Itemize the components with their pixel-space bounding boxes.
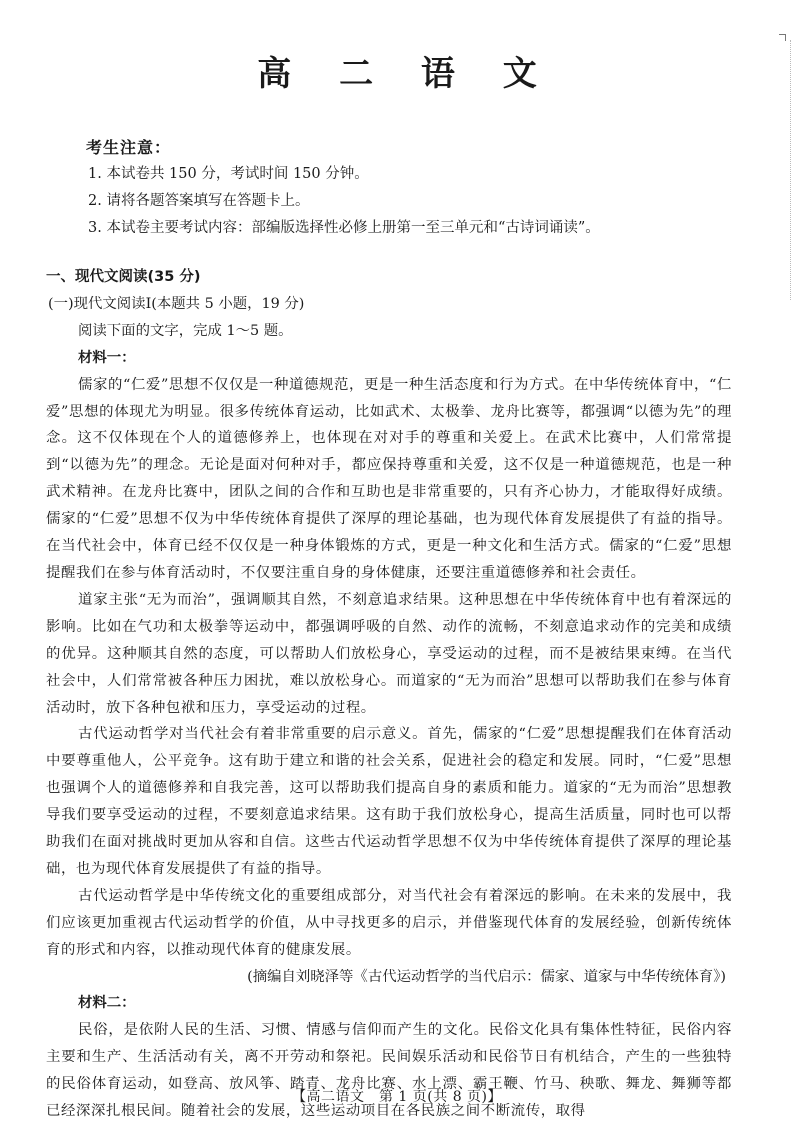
- material-1-paragraph-1: 儒家的“仁爱”思想不仅仅是一种道德规范，更是一种生活态度和行为方式。在中华传统体育中，“仁爱”思想的体现尤为明显。很多传统体育运动，比如武术、太极拳、龙舟比赛等，都强调“以德为先”的理念。这不仅体现在个人的道德修养上，也体现在对对手的尊重和关爱上。在武术比赛中，人们常常提到“以德为先”的理念。无论是面对何种对手，都应保持尊重和关爱，这不仅是一种道德规范，也是一种武术精神。在龙舟比赛中，团队之间的合作和互助也是非常重要的，只有齐心协力，才能取得好成绩。儒家的“仁爱”思想不仅为中华传统体育提供了深厚的理论基础，也为现代体育发展提供了有益的指导。在当代社会中，体育已经不仅仅是一种身体锻炼的方式，更是一种文化和生活方式。儒家的“仁爱”思想提醒我们在参与体育活动时，不仅要注重自身的身体健康，还要注重道德修养和社会责任。: [46, 376, 732, 581]
- material-1-paragraph-2: 道家主张“无为而治”，强调顺其自然，不刻意追求结果。这种思想在中华传统体育中也有着深远的影响。比如在气功和太极拳等运动中，都强调呼吸的自然、动作的流畅，不刻意追求动作的完美和成绩的优异。这种顺其自然的态度，可以帮助人们放松身心，享受运动的过程，而不是被结果束缚。在当代社会中，人们常常被各种压力困扰，难以放松身心。而道家的“无为而治”思想可以帮助我们在参与体育活动时，放下各种包袱和压力，享受运动的过程。: [46, 591, 732, 716]
- subsection-heading: (一)现代文阅读Ⅰ(本题共 5 小题，19 分): [48, 295, 305, 312]
- page-number-label: 【高二语文 第 1 页(共 8 页)】: [291, 1089, 503, 1105]
- notice-item-1: 1. 本试卷共 150 分，考试时间 150 分钟。: [88, 166, 369, 182]
- reading-section: [46, 264, 732, 1125]
- scan-corner-mark: [779, 34, 786, 41]
- material-1-heading: 材料一：: [78, 349, 136, 366]
- reading-instruction: 阅读下面的文字，完成 1～5 题。: [78, 322, 293, 339]
- section-heading: 一、现代文阅读(35 分): [46, 269, 201, 285]
- material-1-source: (摘编自刘晓泽等《古代运动哲学的当代启示：儒家、道家与中华传统体育》): [247, 968, 726, 985]
- notice-item-3: 3. 本试卷主要考试内容：部编版选择性必修上册第一至三单元和“古诗词诵读”。: [88, 220, 600, 236]
- material-2-paragraph-1: 民俗，是依附人民的生活、习惯、情感与信仰而产生的文化。民俗文化具有集体性特征，民俗内容主要和生产、生活活动有关，离不开劳动和祭祀。民间娱乐活动和民俗节日有机结合，产生的一些独特的民俗体育运动，如登高、放风筝、踏青、龙舟比赛、水上漂、霸王鞭、竹马、秧歌、舞龙、舞狮等都已经深深扎根民间。随着社会的发展，这些运动项目在各民族之间不断流传，取得: [46, 1022, 732, 1120]
- material-2-heading: 材料二：: [78, 995, 136, 1012]
- page-footer: [0, 1086, 794, 1106]
- material-1-paragraph-3: 古代运动哲学对当代社会有着非常重要的启示意义。首先，儒家的“仁爱”思想提醒我们在体育活动中要尊重他人，公平竞争。这有助于建立和谐的社会关系，促进社会的稳定和发展。同时，“仁爱”思想也强调个人的道德修养和自我完善，这可以帮助我们提高自身的素质和能力。道家的“无为而治”思想教导我们要享受运动的过程，不要刻意追求结果。这有助于我们放松身心，提高生活质量，同时也可以帮助我们在面对挑战时更加从容和自信。这些古代运动哲学思想不仅为中华传统体育提供了深厚的理论基础，也为现代体育发展提供了有益的指导。: [46, 726, 732, 877]
- notice-heading: 考生注意：: [86, 138, 172, 157]
- material-1-paragraph-4: 古代运动哲学是中华传统文化的重要组成部分，对当代社会有着深远的影响。在未来的发展中，我们应该更加重视古代运动哲学的价值，从中寻找更多的启示，并借鉴现代体育的发展经验，创新传统体育的形式和内容，以推动现代体育的健康发展。: [46, 887, 732, 958]
- exam-notice: [84, 134, 744, 242]
- page-title: 高 二 语 文: [257, 54, 555, 94]
- notice-item-2: 2. 请将各题答案填写在答题卡上。: [88, 193, 310, 209]
